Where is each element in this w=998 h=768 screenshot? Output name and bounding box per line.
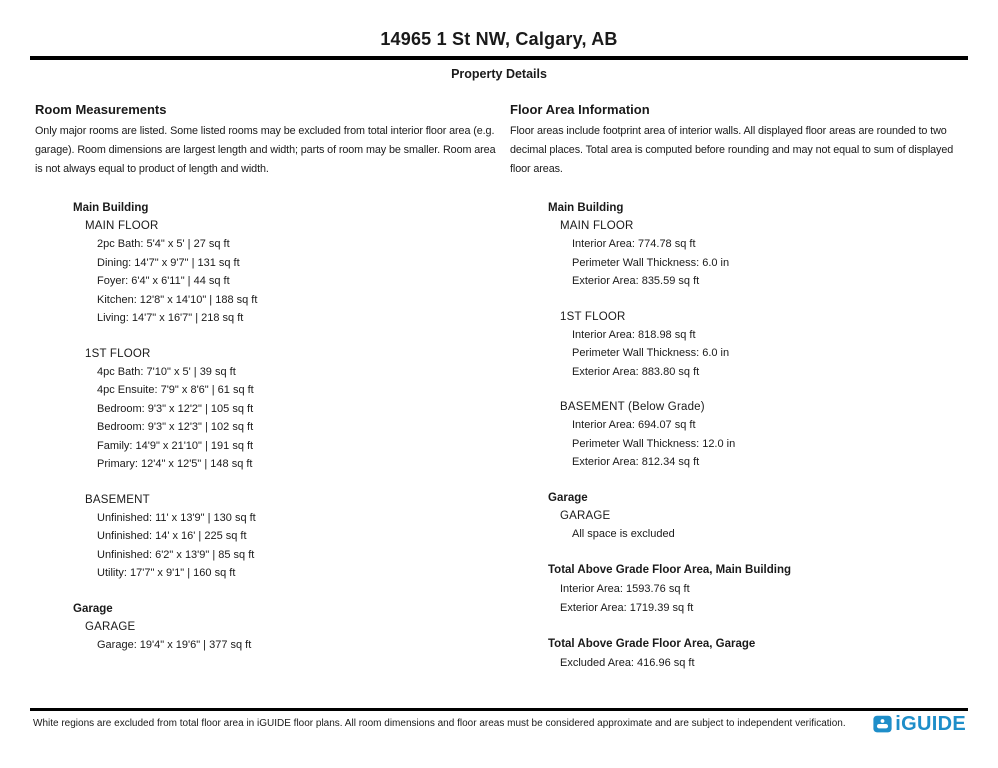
floor-area-line: Exterior Area: 835.59 sq ft — [572, 275, 700, 287]
rm-floor-1st-floor — [35, 345, 510, 474]
floor-name: BASEMENT — [85, 493, 150, 506]
group-name: Main Building — [73, 202, 149, 214]
room-item: Foyer: 6'4" x 6'11" | 44 sq ft — [97, 275, 230, 287]
fa-floor-garage — [510, 507, 968, 544]
header-divider — [30, 56, 968, 60]
fa-floor-main-floor — [510, 217, 968, 291]
room-measurements-description: Only major rooms are listed. Some listed rooms may be excluded from total interior floor area (e.g. garage). Room dimensions are largest length and width; parts of room may be smaller. Room area is not always equal to product of length and width. — [35, 125, 496, 175]
room-item: Garage: 19'4" x 19'6" | 377 sq ft — [97, 638, 252, 651]
room-item: Unfinished: 6'2" x 13'9" | 85 sq ft — [97, 548, 255, 561]
room-item: Utility: 17'7" x 9'1" | 160 sq ft — [97, 567, 236, 579]
room-item: 4pc Bath: 7'10" x 5' | 39 sq ft — [97, 365, 236, 378]
floor-area-line: Perimeter Wall Thickness: 6.0 in — [572, 347, 730, 359]
floor-area-line: Exterior Area: 812.34 sq ft — [572, 456, 700, 468]
rm-floor-basement — [35, 491, 510, 583]
footer-disclaimer: White regions are excluded from total floor area in iGUIDE floor plans. All room dimensions and floor areas must be considered approximate and are subject to independent verification. — [33, 718, 846, 729]
group-name: Garage — [73, 602, 113, 615]
floor-name: GARAGE — [85, 620, 136, 633]
fa-floor-basement — [510, 398, 968, 472]
total-line: Exterior Area: 1719.39 sq ft — [560, 601, 694, 614]
floor-area-line: Perimeter Wall Thickness: 6.0 in — [572, 256, 730, 269]
room-item: Living: 14'7" x 16'7" | 218 sq ft — [97, 312, 244, 324]
floor-area-section — [510, 102, 968, 673]
total-line: Interior Area: 1593.76 sq ft — [560, 583, 690, 595]
floor-area-line: Interior Area: 694.07 sq ft — [572, 419, 696, 431]
rm-group-garage — [35, 600, 510, 655]
group-name: Main Building — [548, 202, 624, 214]
floor-name: MAIN FLOOR — [85, 220, 159, 232]
content-columns — [35, 102, 968, 673]
room-item: 2pc Bath: 5'4" x 5' | 27 sq ft — [97, 238, 230, 250]
room-item: 4pc Ensuite: 7'9" x 8'6" | 61 sq ft — [97, 384, 254, 396]
floor-area-heading: Floor Area Information — [510, 102, 650, 117]
fa-group-main-building — [510, 199, 968, 472]
floor-area-line: All space is excluded — [572, 527, 675, 540]
room-item: Primary: 12'4" x 12'5" | 148 sq ft — [97, 458, 253, 470]
floor-area-line: Interior Area: 774.78 sq ft — [572, 238, 696, 250]
total-heading: Total Above Grade Floor Area, Main Building — [548, 564, 792, 576]
footer-divider — [30, 708, 968, 711]
floor-name: 1ST FLOOR — [560, 310, 626, 323]
total-above-grade-garage — [510, 635, 968, 673]
iguide-logo — [873, 714, 966, 734]
fa-group-garage — [510, 489, 968, 544]
floor-name: 1ST FLOOR — [85, 347, 151, 360]
room-item: Dining: 14'7" x 9'7" | 131 sq ft — [97, 256, 240, 269]
floor-area-line: Perimeter Wall Thickness: 12.0 in — [572, 437, 736, 450]
floor-name: MAIN FLOOR — [560, 220, 634, 232]
floor-name: BASEMENT (Below Grade) — [560, 401, 705, 413]
rm-floor-main-floor — [35, 217, 510, 328]
room-measurements-heading: Room Measurements — [35, 102, 167, 117]
page-title: 14965 1 St NW, Calgary, AB — [380, 29, 618, 49]
page-subtitle: Property Details — [451, 67, 547, 81]
room-measurements-section — [35, 102, 510, 673]
fa-floor-1st-floor — [510, 308, 968, 382]
room-item: Unfinished: 11' x 13'9" | 130 sq ft — [97, 511, 256, 524]
room-item: Bedroom: 9'3" x 12'2" | 105 sq ft — [97, 402, 254, 415]
group-name: Garage — [548, 491, 588, 504]
floor-area-description: Floor areas include footprint area of interior walls. All displayed floor areas are rounded to two decimal places. Total area is computed before rounding and may not equal to sum of displayed floor areas. — [510, 125, 954, 175]
iguide-camera-icon — [873, 715, 892, 733]
total-above-grade-main-building — [510, 561, 968, 617]
rm-group-main-building — [35, 199, 510, 583]
floor-area-line: Exterior Area: 883.80 sq ft — [572, 365, 700, 378]
iguide-logo-text: iGUIDE — [895, 713, 966, 735]
floor-name: GARAGE — [560, 509, 611, 522]
room-item: Unfinished: 14' x 16' | 225 sq ft — [97, 530, 247, 542]
footer — [33, 714, 966, 734]
room-item: Bedroom: 9'3" x 12'3" | 102 sq ft — [97, 421, 254, 433]
total-heading: Total Above Grade Floor Area, Garage — [548, 638, 756, 650]
room-item: Kitchen: 12'8" x 14'10" | 188 sq ft — [97, 293, 258, 306]
floor-area-line: Interior Area: 818.98 sq ft — [572, 328, 696, 341]
rm-floor-garage — [35, 618, 510, 655]
room-item: Family: 14'9" x 21'10" | 191 sq ft — [97, 439, 254, 452]
total-line: Excluded Area: 416.96 sq ft — [560, 657, 695, 669]
